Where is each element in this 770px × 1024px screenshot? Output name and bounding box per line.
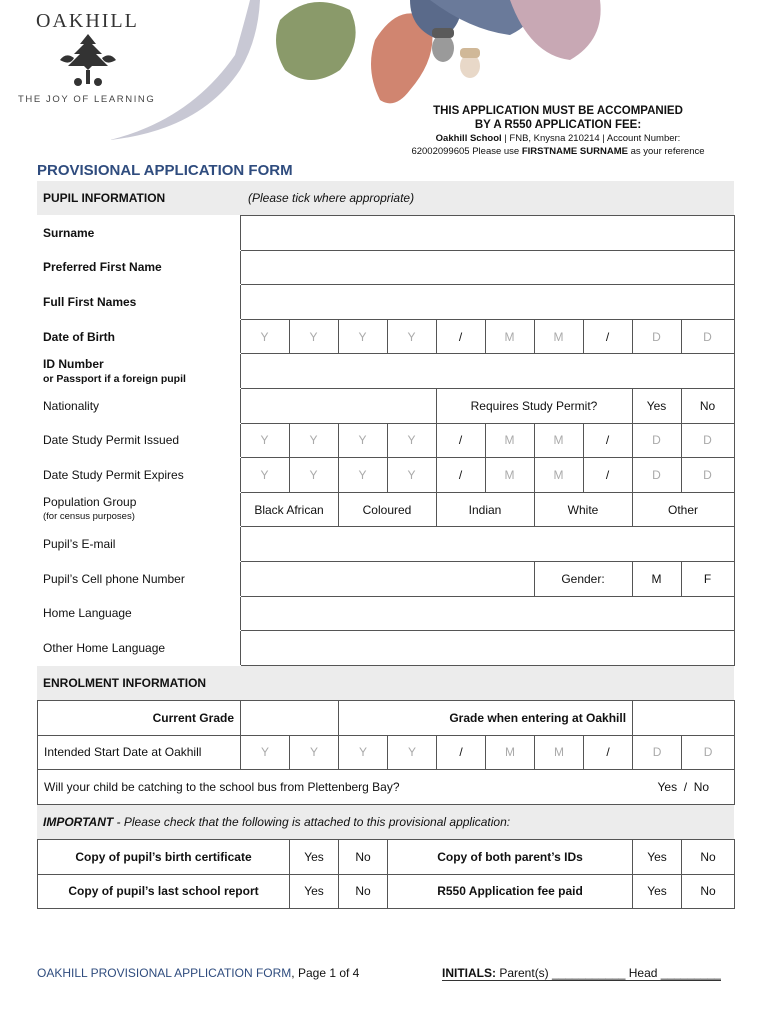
issued-year-digit[interactable]: Y [338,423,387,458]
school-report-label: Copy of pupil’s last school report [38,874,290,909]
parent-ids-no[interactable]: No [682,840,735,875]
surname-row [37,216,734,251]
pupil-information-table [37,215,735,666]
bank-school-name: Oakhill School [435,133,502,144]
date-of-birth-row [37,319,734,354]
date-separator: / [583,423,632,458]
start-day-digit[interactable]: D [633,735,682,770]
home-language-row [37,596,734,631]
other-language-row [37,631,734,666]
surname-field[interactable] [240,216,734,251]
permit-expires-label: Date Study Permit Expires [37,458,240,493]
fee-notice [380,104,736,158]
start-year-digit[interactable]: Y [388,735,437,770]
other-language-field[interactable] [240,631,734,666]
nationality-row [37,388,734,423]
home-language-label: Home Language [37,596,240,631]
email-row [37,527,734,562]
date-separator: / [584,735,633,770]
birth-certificate-no[interactable]: No [339,840,388,875]
issued-year-digit[interactable]: Y [387,423,436,458]
expires-month-digit[interactable]: M [534,458,583,493]
reference-tail: as your reference [627,146,705,157]
enrolment-information-band [37,666,734,700]
permit-issued-row [37,423,734,458]
requires-permit-label: Requires Study Permit? [436,388,632,423]
expires-day-digit[interactable]: D [632,458,681,493]
enrolment-table [37,700,735,805]
expires-month-digit[interactable]: M [485,458,534,493]
id-number-field[interactable] [240,354,734,389]
footer-form-title: OAKHILL PROVISIONAL APPLICATION FORM [37,966,292,980]
other-language-label: Other Home Language [37,631,240,666]
date-separator: / [583,319,632,354]
dob-day-digit[interactable]: D [632,319,681,354]
footer-form-name [37,966,359,980]
population-group-title: Population Group [43,495,137,510]
population-group-row [37,492,734,527]
email-field[interactable] [240,527,734,562]
cell-field[interactable] [240,561,534,596]
population-option-white[interactable]: White [534,492,632,527]
full-names-label: Full First Names [37,285,240,320]
start-year-digit[interactable]: Y [339,735,388,770]
population-group-label [37,492,240,527]
grade-entering-label: Grade when entering at Oakhill [339,701,633,736]
dob-month-digit[interactable]: M [534,319,583,354]
fee-paid-no[interactable]: No [682,874,735,909]
permit-issued-label: Date Study Permit Issued [37,423,240,458]
parent-ids-label: Copy of both parent’s IDs [388,840,633,875]
permit-no-option[interactable]: No [681,388,734,423]
school-report-no[interactable]: No [339,874,388,909]
surname-label: Surname [37,216,240,251]
birth-certificate-yes[interactable]: Yes [290,840,339,875]
start-day-digit[interactable]: D [682,735,735,770]
preferred-name-label: Preferred First Name [37,250,240,285]
initials-label: INITIALS: [442,966,496,980]
grade-entering-field[interactable] [633,701,735,736]
population-option-black-african[interactable]: Black African [240,492,338,527]
gender-label: Gender: [534,561,632,596]
footer-initials[interactable] [442,966,721,981]
form-title: PROVISIONAL APPLICATION FORM [37,162,293,179]
permit-yes-option[interactable]: Yes [632,388,681,423]
important-label: IMPORTANT [43,815,114,829]
id-number-label [37,354,240,389]
tick-instruction: (Please tick where appropriate) [248,191,415,205]
expires-day-digit[interactable]: D [681,458,734,493]
important-text: - Please check that the following is attached to this provisional application: [113,815,511,829]
expires-year-digit[interactable]: Y [387,458,436,493]
dob-year-digit[interactable]: Y [289,319,338,354]
date-of-birth-label: Date of Birth [37,319,240,354]
bank-details [380,132,736,145]
notice-line-2: BY A R550 APPLICATION FEE: [474,119,642,131]
full-names-row [37,285,734,320]
issued-month-digit[interactable]: M [485,423,534,458]
reference-line [380,145,736,158]
date-separator: / [436,458,485,493]
account-line: 62002099605 Please use [411,146,522,157]
id-number-title: ID Number [43,356,104,371]
issued-day-digit[interactable]: D [681,423,734,458]
population-option-coloured[interactable]: Coloured [338,492,436,527]
dob-year-digit[interactable]: Y [240,319,289,354]
bus-row [38,770,735,805]
attachments-checklist-table [37,839,735,909]
expires-year-digit[interactable]: Y [338,458,387,493]
footer-page-number: , Page 1 of 4 [291,966,360,980]
parent-ids-yes[interactable]: Yes [633,840,682,875]
enrolment-information-heading: ENROLMENT INFORMATION [43,676,207,690]
pupil-information-band [37,181,734,215]
dob-day-digit[interactable]: D [681,319,734,354]
bank-details-text: | FNB, Knysna 210214 | Account Number: [501,133,681,144]
population-option-indian[interactable]: Indian [436,492,534,527]
gender-f-option[interactable]: F [681,561,734,596]
preferred-name-field[interactable] [240,250,734,285]
home-language-field[interactable] [240,596,734,631]
dob-year-digit[interactable]: Y [338,319,387,354]
fee-paid-label: R550 Application fee paid [388,874,633,909]
issued-year-digit[interactable]: Y [240,423,289,458]
expires-year-digit[interactable]: Y [289,458,338,493]
issued-day-digit[interactable]: D [632,423,681,458]
date-separator: / [437,735,486,770]
issued-month-digit[interactable]: M [534,423,583,458]
bus-yes-no-option[interactable]: Yes / No [633,770,735,805]
checklist-row [38,874,735,909]
preferred-name-row [37,250,734,285]
logo-wordmark: OAKHILL [36,10,139,32]
nationality-label: Nationality [37,388,240,423]
date-separator: / [436,423,485,458]
cell-label: Pupil’s Cell phone Number [37,561,240,596]
start-date-label: Intended Start Date at Oakhill [38,735,241,770]
birth-certificate-label: Copy of pupil’s birth certificate [38,840,290,875]
start-month-digit[interactable]: M [486,735,535,770]
id-number-subtitle: or Passport if a foreign pupil [43,372,186,385]
notice-line-1: THIS APPLICATION MUST BE ACCOMPANIED [433,105,683,117]
start-date-row [38,735,735,770]
important-band [37,805,734,839]
date-separator: / [583,458,632,493]
issued-year-digit[interactable]: Y [289,423,338,458]
gender-m-option[interactable]: M [632,561,681,596]
grade-row [38,701,735,736]
school-report-yes[interactable]: Yes [290,874,339,909]
important-note [37,815,510,829]
cell-row [37,561,734,596]
date-separator: / [436,319,485,354]
email-label: Pupil’s E-mail [37,527,240,562]
initials-lines: Parent(s) ___________ Head _________ [496,966,721,980]
permit-expires-row [37,458,734,493]
population-option-other[interactable]: Other [632,492,734,527]
fee-paid-yes[interactable]: Yes [633,874,682,909]
checklist-row [38,840,735,875]
start-year-digit[interactable]: Y [241,735,290,770]
nationality-field[interactable] [240,388,436,423]
full-names-field[interactable] [240,285,734,320]
population-group-subtitle: (for census purposes) [43,511,135,523]
start-year-digit[interactable]: Y [290,735,339,770]
reference-bold: FIRSTNAME SURNAME [521,146,628,157]
id-number-row [37,354,734,389]
expires-year-digit[interactable]: Y [240,458,289,493]
start-month-digit[interactable]: M [535,735,584,770]
pupil-information-heading: PUPIL INFORMATION [43,191,166,205]
dob-year-digit[interactable]: Y [387,319,436,354]
dob-month-digit[interactable]: M [485,319,534,354]
current-grade-label: Current Grade [38,701,241,736]
current-grade-field[interactable] [241,701,339,736]
logo-tagline: THE JOY OF LEARNING [18,94,156,105]
bus-question: Will your child be catching to the school bus from Plettenberg Bay? [38,770,633,805]
